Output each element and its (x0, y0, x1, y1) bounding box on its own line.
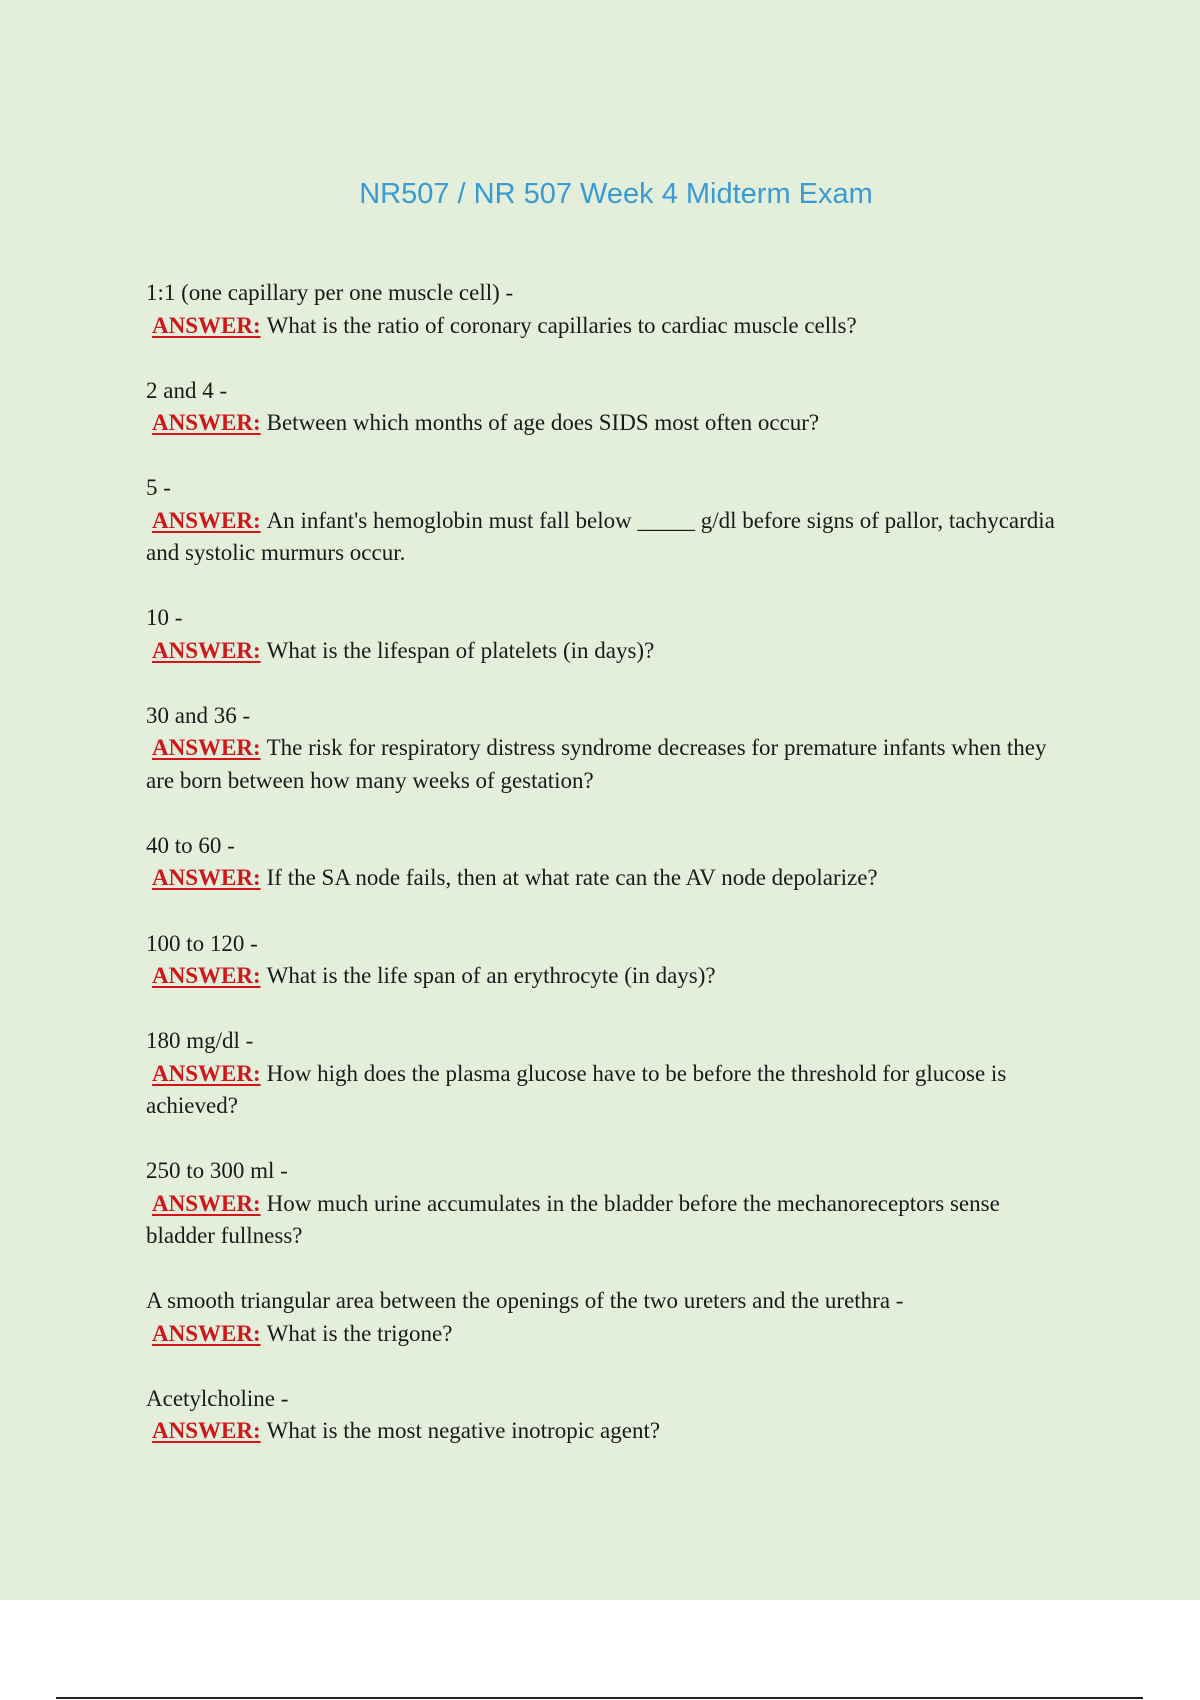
answer-label: ANSWER: (152, 1418, 261, 1444)
entry-term: 2 and 4 - (146, 377, 228, 403)
entry-term: 180 mg/dl - (146, 1028, 254, 1054)
entry-question: What is the life span of an erythrocyte (in days)? (266, 963, 716, 989)
entry-term: 1:1 (one capillary per one muscle cell) - (146, 280, 514, 305)
entry-question: An infant's hemoglobin must fall below _____ g/dl before signs of pallor, tachycardia and systolic murmurs occur. (146, 507, 1055, 566)
qa-entry (146, 375, 1066, 440)
qa-entry (146, 928, 1066, 993)
entry-question-line (146, 505, 1066, 570)
entry-question-line (146, 862, 1066, 895)
entry-question: What is the ratio of coronary capillaries to cardiac muscle cells? (266, 312, 857, 338)
answer-label: ANSWER: (152, 1320, 261, 1346)
answer-label: ANSWER: (152, 1060, 261, 1086)
entry-question-line (146, 1415, 1066, 1448)
entry-question: What is the lifespan of platelets (in days)? (266, 637, 655, 663)
answer-label: ANSWER: (152, 312, 261, 338)
entry-question-line (146, 1188, 1066, 1253)
footer-divider (56, 1697, 1143, 1699)
answer-label: ANSWER: (152, 637, 261, 663)
qa-entry (146, 602, 1066, 667)
qa-entry (146, 1025, 1066, 1123)
entry-term: Acetylcholine - (146, 1385, 289, 1411)
qa-entry (146, 1155, 1066, 1253)
qa-entry (146, 277, 1066, 342)
entry-term: 30 and 36 - (146, 702, 251, 728)
qa-entry (146, 700, 1066, 798)
entry-question: What is the trigone? (266, 1320, 453, 1346)
entry-question-line (146, 1058, 1066, 1123)
answer-label: ANSWER: (152, 507, 261, 533)
qa-entry (146, 1383, 1066, 1448)
entry-question: If the SA node fails, then at what rate can the AV node depolarize? (266, 865, 878, 891)
entry-question-line (146, 960, 1066, 993)
answer-label: ANSWER: (152, 963, 261, 989)
page-title: NR507 / NR 507 Week 4 Midterm Exam (359, 178, 873, 210)
entry-question: Between which months of age does SIDS most often occur? (266, 410, 820, 436)
entry-question: The risk for respiratory distress syndrome decreases for premature infants when they are born between how many weeks of gestation? (146, 735, 1047, 793)
answer-label: ANSWER: (152, 735, 261, 761)
entry-term: A smooth triangular area between the openings of the two ureters and the urethra - (146, 1288, 904, 1314)
answer-label: ANSWER: (152, 865, 261, 891)
entry-question: How high does the plasma glucose have to be before the threshold for glucose is achieved? (146, 1060, 1007, 1119)
qa-entry (146, 472, 1066, 570)
qa-list (146, 277, 1066, 1481)
entry-term: 10 - (146, 605, 183, 631)
answer-label: ANSWER: (152, 410, 261, 436)
answer-label: ANSWER: (152, 1190, 261, 1216)
qa-entry (146, 1285, 1066, 1350)
entry-question-line (146, 635, 1066, 668)
entry-question-line (146, 1318, 1066, 1351)
entry-question-line (146, 407, 1066, 440)
entry-question: What is the most negative inotropic agent? (266, 1418, 661, 1444)
entry-term: 5 - (146, 475, 171, 501)
entry-term: 100 to 120 - (146, 930, 258, 956)
entry-question-line (146, 732, 1066, 797)
entry-question: How much urine accumulates in the bladder before the mechanoreceptors sense bladder fullness? (146, 1190, 1000, 1249)
entry-term: 40 to 60 - (146, 832, 235, 858)
entry-question-line (146, 310, 1066, 343)
entry-term: 250 to 300 ml - (146, 1158, 288, 1184)
qa-entry (146, 830, 1066, 895)
